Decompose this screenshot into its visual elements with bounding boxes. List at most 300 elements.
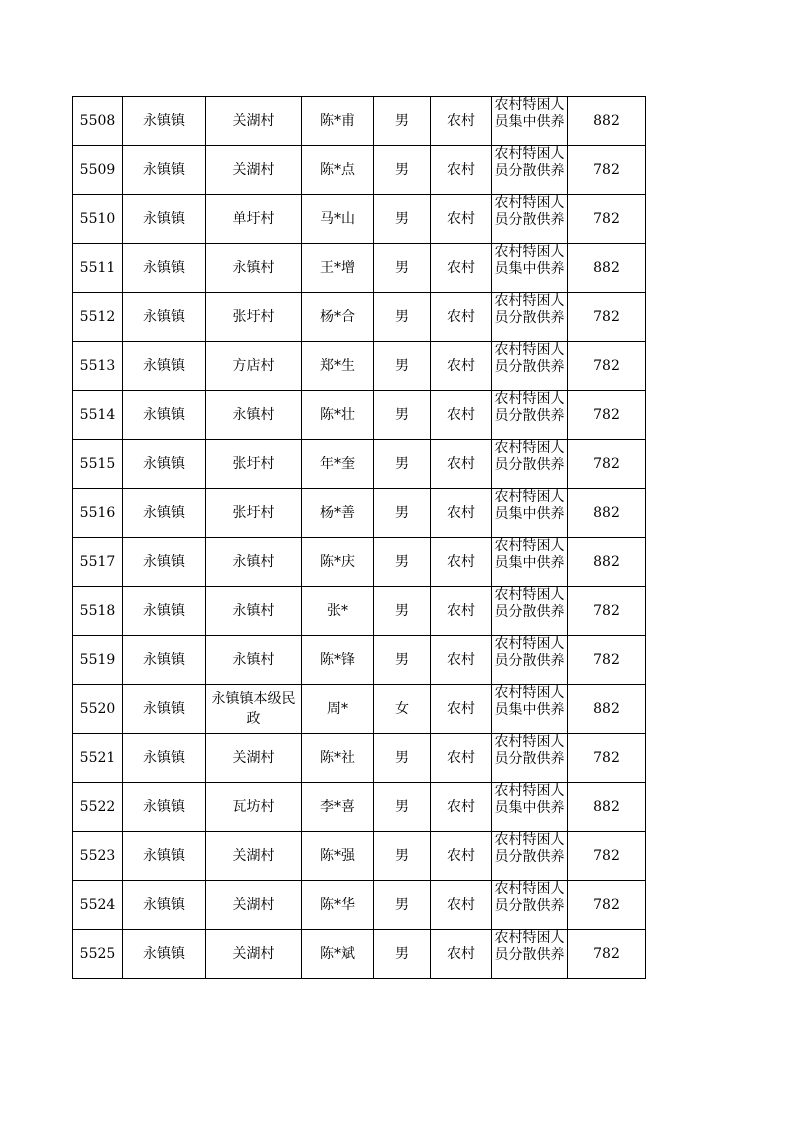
cell-gender-text: 男: [395, 112, 409, 129]
cell-town: [123, 538, 206, 587]
cell-name-text: 张*: [327, 602, 348, 619]
cell-category: [492, 489, 568, 538]
cell-category-text: 农村特困人员集中供养: [494, 97, 565, 130]
cell-gender-text: 男: [395, 259, 409, 276]
cell-name: [302, 538, 374, 587]
records-table: [72, 96, 646, 979]
cell-id-text: 5520: [79, 700, 116, 717]
cell-gender-text: 男: [395, 455, 409, 472]
cell-village: [206, 832, 302, 881]
cell-gender-text: 女: [395, 700, 409, 717]
cell-village: [206, 538, 302, 587]
cell-area-text: 农村: [447, 847, 475, 864]
cell-area-text: 农村: [447, 749, 475, 766]
cell-town-text: 永镇镇: [143, 896, 185, 913]
cell-id: [73, 783, 123, 832]
cell-area: [431, 783, 492, 832]
cell-village: [206, 97, 302, 146]
cell-village-text: 永镇村: [232, 554, 275, 570]
cell-gender-text: 男: [395, 553, 409, 570]
cell-id: [73, 538, 123, 587]
cell-id: [73, 685, 123, 734]
cell-village-text: 方店村: [232, 358, 275, 374]
cell-amount-text: 782: [593, 651, 620, 668]
cell-gender: [374, 489, 431, 538]
cell-gender-text: 男: [395, 798, 409, 815]
cell-area-text: 农村: [447, 896, 475, 913]
cell-village: [206, 636, 302, 685]
cell-name: [302, 195, 374, 244]
cell-amount: [568, 489, 646, 538]
cell-area-text: 农村: [447, 259, 475, 276]
cell-name-text: 陈*壮: [320, 406, 355, 423]
cell-village-text: 关湖村: [232, 946, 275, 962]
table-row: [73, 391, 646, 440]
cell-area-text: 农村: [447, 161, 475, 178]
cell-village: [206, 440, 302, 489]
cell-area: [431, 587, 492, 636]
cell-category: [492, 97, 568, 146]
cell-area-text: 农村: [447, 651, 475, 668]
table-row: [73, 146, 646, 195]
cell-town-text: 永镇镇: [143, 357, 185, 374]
cell-id-text: 5524: [79, 896, 116, 913]
cell-gender: [374, 930, 431, 979]
cell-amount: [568, 293, 646, 342]
cell-area: [431, 195, 492, 244]
cell-amount: [568, 146, 646, 195]
cell-amount: [568, 195, 646, 244]
cell-area: [431, 538, 492, 587]
cell-id: [73, 440, 123, 489]
cell-category-text: 农村特困人员集中供养: [494, 685, 565, 718]
cell-gender: [374, 881, 431, 930]
cell-name: [302, 685, 374, 734]
cell-town-text: 永镇镇: [143, 945, 185, 962]
cell-area-text: 农村: [447, 798, 475, 815]
cell-town-text: 永镇镇: [143, 112, 185, 129]
cell-gender-text: 男: [395, 749, 409, 766]
cell-town-text: 永镇镇: [143, 161, 185, 178]
cell-id-text: 5523: [79, 847, 116, 864]
cell-area-text: 农村: [447, 308, 475, 325]
cell-name: [302, 734, 374, 783]
cell-category-text: 农村特困人员分散供养: [494, 146, 565, 179]
cell-category-text: 农村特困人员分散供养: [494, 195, 565, 228]
cell-village: [206, 293, 302, 342]
cell-name-text: 杨*合: [320, 308, 355, 325]
cell-id: [73, 489, 123, 538]
cell-town-text: 永镇镇: [143, 700, 185, 717]
cell-amount-text: 882: [593, 553, 620, 570]
cell-town: [123, 832, 206, 881]
cell-town-text: 永镇镇: [143, 651, 185, 668]
cell-town: [123, 97, 206, 146]
cell-amount: [568, 783, 646, 832]
cell-town: [123, 293, 206, 342]
cell-name-text: 周*: [327, 700, 348, 717]
cell-category-text: 农村特困人员分散供养: [494, 440, 565, 473]
table-row: [73, 440, 646, 489]
cell-town: [123, 930, 206, 979]
cell-name: [302, 293, 374, 342]
cell-id: [73, 391, 123, 440]
cell-id: [73, 146, 123, 195]
cell-amount-text: 782: [593, 896, 620, 913]
cell-name-text: 陈*庆: [320, 553, 355, 570]
cell-town-text: 永镇镇: [143, 455, 185, 472]
cell-amount-text: 782: [593, 602, 620, 619]
cell-gender: [374, 440, 431, 489]
cell-category-text: 农村特困人员分散供养: [494, 832, 565, 865]
cell-name: [302, 97, 374, 146]
cell-area: [431, 734, 492, 783]
cell-gender-text: 男: [395, 161, 409, 178]
cell-amount-text: 782: [593, 749, 620, 766]
cell-id-text: 5521: [79, 749, 116, 766]
cell-town: [123, 636, 206, 685]
cell-name-text: 李*喜: [320, 798, 355, 815]
cell-amount: [568, 881, 646, 930]
cell-village-text: 永镇镇本级民政: [211, 691, 296, 727]
cell-id: [73, 930, 123, 979]
cell-id-text: 5511: [79, 259, 116, 276]
cell-gender: [374, 244, 431, 293]
cell-village-text: 关湖村: [232, 848, 275, 864]
cell-gender: [374, 146, 431, 195]
cell-id: [73, 881, 123, 930]
cell-gender: [374, 538, 431, 587]
cell-village: [206, 685, 302, 734]
cell-area-text: 农村: [447, 504, 475, 521]
cell-name: [302, 832, 374, 881]
cell-id: [73, 587, 123, 636]
cell-amount-text: 782: [593, 945, 620, 962]
cell-id-text: 5518: [79, 602, 116, 619]
cell-amount-text: 782: [593, 406, 620, 423]
cell-id-text: 5516: [79, 504, 116, 521]
cell-area-text: 农村: [447, 553, 475, 570]
cell-category: [492, 146, 568, 195]
cell-amount-text: 882: [593, 700, 620, 717]
cell-category: [492, 538, 568, 587]
cell-gender: [374, 587, 431, 636]
cell-id: [73, 293, 123, 342]
cell-id: [73, 636, 123, 685]
cell-id-text: 5515: [79, 455, 116, 472]
cell-category: [492, 391, 568, 440]
cell-amount-text: 782: [593, 308, 620, 325]
cell-town-text: 永镇镇: [143, 504, 185, 521]
cell-category-text: 农村特困人员集中供养: [494, 783, 565, 816]
cell-gender-text: 男: [395, 357, 409, 374]
table-row: [73, 538, 646, 587]
cell-amount: [568, 440, 646, 489]
cell-id-text: 5522: [79, 798, 116, 815]
cell-id: [73, 342, 123, 391]
cell-category-text: 农村特困人员分散供养: [494, 881, 565, 914]
cell-gender-text: 男: [395, 406, 409, 423]
cell-gender: [374, 685, 431, 734]
cell-name: [302, 391, 374, 440]
cell-village-text: 张圩村: [232, 505, 275, 521]
table-row: [73, 930, 646, 979]
cell-id: [73, 195, 123, 244]
cell-area-text: 农村: [447, 455, 475, 472]
cell-amount-text: 782: [593, 847, 620, 864]
cell-amount-text: 882: [593, 798, 620, 815]
cell-gender-text: 男: [395, 602, 409, 619]
cell-id-text: 5513: [79, 357, 116, 374]
cell-id-text: 5517: [79, 553, 116, 570]
cell-area: [431, 97, 492, 146]
cell-area: [431, 440, 492, 489]
cell-name-text: 王*增: [320, 259, 355, 276]
cell-village-text: 瓦坊村: [232, 799, 275, 815]
cell-amount: [568, 538, 646, 587]
cell-gender: [374, 195, 431, 244]
cell-amount-text: 782: [593, 357, 620, 374]
cell-town-text: 永镇镇: [143, 798, 185, 815]
cell-village: [206, 587, 302, 636]
cell-gender: [374, 734, 431, 783]
cell-amount-text: 882: [593, 259, 620, 276]
cell-name-text: 陈*锋: [320, 651, 355, 668]
cell-area: [431, 489, 492, 538]
cell-category: [492, 342, 568, 391]
cell-town: [123, 734, 206, 783]
cell-area-text: 农村: [447, 357, 475, 374]
cell-name: [302, 636, 374, 685]
cell-category: [492, 587, 568, 636]
table-row: [73, 783, 646, 832]
cell-category: [492, 930, 568, 979]
cell-town-text: 永镇镇: [143, 749, 185, 766]
cell-name-text: 陈*社: [320, 749, 355, 766]
cell-name-text: 陈*甫: [320, 112, 355, 129]
cell-category-text: 农村特困人员分散供养: [494, 391, 565, 424]
cell-id-text: 5509: [79, 161, 116, 178]
cell-name-text: 郑*生: [320, 357, 355, 374]
cell-category-text: 农村特困人员集中供养: [494, 538, 565, 571]
cell-gender-text: 男: [395, 896, 409, 913]
cell-category: [492, 440, 568, 489]
cell-village-text: 关湖村: [232, 897, 275, 913]
cell-town: [123, 685, 206, 734]
cell-category-text: 农村特困人员集中供养: [494, 244, 565, 277]
cell-village-text: 张圩村: [232, 309, 275, 325]
cell-town: [123, 440, 206, 489]
cell-village: [206, 489, 302, 538]
cell-village: [206, 734, 302, 783]
cell-village-text: 关湖村: [232, 113, 275, 129]
cell-category-text: 农村特困人员分散供养: [494, 734, 565, 767]
cell-town: [123, 489, 206, 538]
cell-area: [431, 146, 492, 195]
table-row: [73, 881, 646, 930]
table-row: [73, 195, 646, 244]
cell-name-text: 杨*善: [320, 504, 355, 521]
cell-town: [123, 587, 206, 636]
cell-village: [206, 146, 302, 195]
cell-gender-text: 男: [395, 651, 409, 668]
cell-category-text: 农村特困人员分散供养: [494, 587, 565, 620]
cell-village-text: 张圩村: [232, 456, 275, 472]
cell-id-text: 5519: [79, 651, 116, 668]
table-row: [73, 636, 646, 685]
cell-category: [492, 734, 568, 783]
cell-name: [302, 783, 374, 832]
cell-village-text: 永镇村: [232, 652, 275, 668]
cell-id-text: 5512: [79, 308, 116, 325]
cell-town-text: 永镇镇: [143, 210, 185, 227]
cell-name: [302, 881, 374, 930]
table-row: [73, 734, 646, 783]
cell-category: [492, 195, 568, 244]
cell-id: [73, 832, 123, 881]
cell-gender-text: 男: [395, 308, 409, 325]
cell-gender-text: 男: [395, 210, 409, 227]
cell-category: [492, 685, 568, 734]
cell-gender: [374, 293, 431, 342]
cell-amount: [568, 391, 646, 440]
cell-village: [206, 244, 302, 293]
cell-area: [431, 342, 492, 391]
cell-id-text: 5525: [79, 945, 116, 962]
cell-name-text: 马*山: [320, 210, 355, 227]
cell-town-text: 永镇镇: [143, 308, 185, 325]
cell-category-text: 农村特困人员分散供养: [494, 342, 565, 375]
cell-amount-text: 882: [593, 112, 620, 129]
cell-id-text: 5508: [79, 112, 116, 129]
table-row: [73, 342, 646, 391]
records-body: [73, 97, 646, 979]
cell-amount: [568, 636, 646, 685]
cell-village: [206, 195, 302, 244]
cell-town: [123, 342, 206, 391]
cell-gender: [374, 97, 431, 146]
cell-town: [123, 391, 206, 440]
cell-gender: [374, 342, 431, 391]
cell-village-text: 关湖村: [232, 750, 275, 766]
cell-area-text: 农村: [447, 112, 475, 129]
cell-area: [431, 636, 492, 685]
cell-id: [73, 734, 123, 783]
cell-name: [302, 146, 374, 195]
cell-town-text: 永镇镇: [143, 602, 185, 619]
cell-amount: [568, 930, 646, 979]
cell-category: [492, 293, 568, 342]
cell-category-text: 农村特困人员分散供养: [494, 293, 565, 326]
cell-area: [431, 881, 492, 930]
cell-gender-text: 男: [395, 945, 409, 962]
cell-area: [431, 832, 492, 881]
table-row: [73, 587, 646, 636]
cell-town: [123, 783, 206, 832]
cell-town: [123, 881, 206, 930]
cell-amount: [568, 587, 646, 636]
cell-gender: [374, 636, 431, 685]
cell-village: [206, 342, 302, 391]
cell-gender: [374, 783, 431, 832]
cell-id: [73, 97, 123, 146]
cell-area: [431, 244, 492, 293]
cell-town-text: 永镇镇: [143, 553, 185, 570]
cell-id-text: 5514: [79, 406, 116, 423]
cell-gender: [374, 832, 431, 881]
cell-id: [73, 244, 123, 293]
cell-name: [302, 489, 374, 538]
cell-gender-text: 男: [395, 847, 409, 864]
table-row: [73, 97, 646, 146]
cell-name-text: 陈*点: [320, 161, 355, 178]
cell-area-text: 农村: [447, 945, 475, 962]
cell-area-text: 农村: [447, 700, 475, 717]
cell-area-text: 农村: [447, 210, 475, 227]
table-row: [73, 685, 646, 734]
cell-village-text: 永镇村: [232, 603, 275, 619]
cell-amount: [568, 734, 646, 783]
cell-category: [492, 881, 568, 930]
table-row: [73, 244, 646, 293]
cell-amount-text: 782: [593, 161, 620, 178]
cell-amount: [568, 832, 646, 881]
cell-town-text: 永镇镇: [143, 847, 185, 864]
cell-name: [302, 342, 374, 391]
cell-village-text: 关湖村: [232, 162, 275, 178]
cell-town: [123, 195, 206, 244]
cell-category-text: 农村特困人员集中供养: [494, 489, 565, 522]
cell-village-text: 单圩村: [232, 211, 275, 227]
cell-amount-text: 882: [593, 504, 620, 521]
cell-name-text: 陈*华: [320, 896, 355, 913]
cell-amount: [568, 685, 646, 734]
cell-category: [492, 244, 568, 293]
cell-amount-text: 782: [593, 210, 620, 227]
cell-name-text: 陈*斌: [320, 945, 355, 962]
cell-amount: [568, 244, 646, 293]
cell-category: [492, 783, 568, 832]
cell-name-text: 陈*强: [320, 847, 355, 864]
cell-name: [302, 930, 374, 979]
cell-name: [302, 244, 374, 293]
cell-name: [302, 440, 374, 489]
cell-town: [123, 146, 206, 195]
cell-town-text: 永镇镇: [143, 259, 185, 276]
table-row: [73, 832, 646, 881]
cell-area-text: 农村: [447, 602, 475, 619]
table-row: [73, 293, 646, 342]
cell-village-text: 永镇村: [232, 260, 275, 276]
table-row: [73, 489, 646, 538]
cell-amount: [568, 342, 646, 391]
cell-name-text: 年*奎: [320, 455, 355, 472]
cell-category-text: 农村特困人员分散供养: [494, 930, 565, 963]
cell-village-text: 永镇村: [232, 407, 275, 423]
cell-id-text: 5510: [79, 210, 116, 227]
cell-name: [302, 587, 374, 636]
cell-village: [206, 881, 302, 930]
cell-category: [492, 636, 568, 685]
cell-town-text: 永镇镇: [143, 406, 185, 423]
cell-gender-text: 男: [395, 504, 409, 521]
cell-area-text: 农村: [447, 406, 475, 423]
cell-category-text: 农村特困人员分散供养: [494, 636, 565, 669]
cell-area: [431, 930, 492, 979]
cell-town: [123, 244, 206, 293]
cell-village: [206, 930, 302, 979]
cell-village: [206, 783, 302, 832]
